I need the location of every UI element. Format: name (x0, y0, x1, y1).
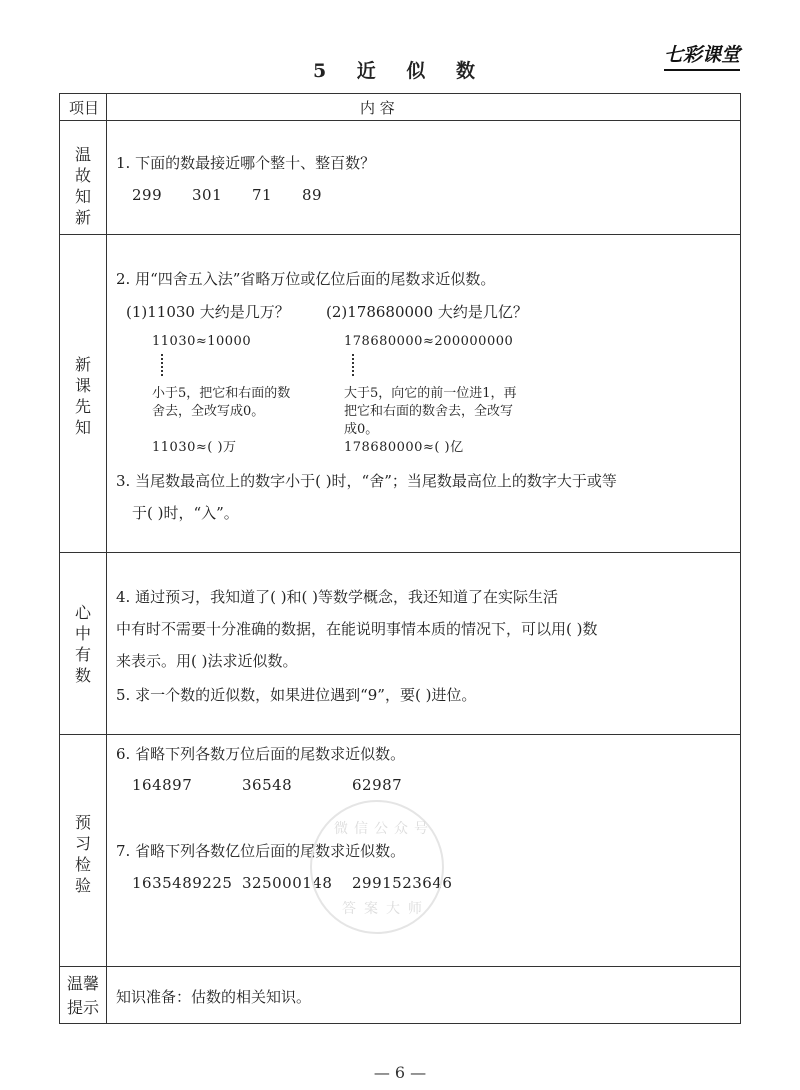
question-3-line-1: 3. 当尾数最高位上的数字小于( )时，“舍”；当尾数最高位上的数字大于或等 (116, 472, 617, 490)
right-equation: 178680000≈200000000 (344, 334, 514, 349)
left-answer: 11030≈( )万 (152, 440, 237, 455)
right-answer: 178680000≈( )亿 (344, 440, 464, 455)
watermark-stamp: 微信公众号 答案大师 (310, 800, 444, 934)
dotted-pointer (161, 354, 163, 376)
section-label-check: 预 习 检 验 (74, 813, 91, 895)
left-note: 小于5，把它和右面的数 (152, 386, 291, 401)
question-5: 5. 求一个数的近似数，如果进位遇到“9”，要( )进位。 (116, 686, 477, 704)
number-item: 62987 (352, 776, 403, 794)
question-3-line-2: 于( )时，“入”。 (132, 504, 239, 522)
number-item: 325000148 (242, 874, 333, 892)
right-note: 大于5，向它的前一位进1，再 (344, 386, 517, 401)
question-2-part-1: (1)11030 大约是几万？ (126, 303, 290, 321)
right-note: 成0。 (344, 422, 379, 437)
question-1: 1. 下面的数最接近哪个整十、整百数？ (116, 154, 376, 172)
header-item: 项目 (68, 99, 99, 117)
section-label-tip: 温馨 提示 (66, 974, 99, 1017)
question-4-line-3: 来表示。用( )法求近似数。 (116, 652, 298, 670)
row-divider-3 (60, 734, 740, 735)
question-2-part-2: (2)178680000 大约是几亿？ (326, 303, 528, 321)
row-divider-header (60, 120, 740, 121)
left-note: 舍去，全改写成0。 (152, 404, 265, 419)
tip-text: 知识准备：估数的相关知识。 (116, 988, 312, 1006)
question-4-line-2: 中有时不需要十分准确的数据，在能说明事情本质的情况下，可以用( )数 (116, 620, 598, 638)
number-item: 89 (302, 186, 323, 204)
left-equation: 11030≈10000 (152, 334, 252, 349)
number-item: 1635489225 (132, 874, 233, 892)
brand-logo: 七彩课堂 (664, 40, 740, 71)
number-item: 71 (252, 186, 273, 204)
row-divider-2 (60, 552, 740, 553)
page-title: 5 近 似 数 (312, 60, 488, 82)
question-2: 2. 用“四舍五入法”省略万位或亿位后面的尾数求近似数。 (116, 270, 496, 288)
right-note: 把它和右面的数舍去，全改写 (344, 404, 514, 419)
dotted-pointer (352, 354, 354, 376)
number-item: 299 (132, 186, 163, 204)
number-item: 301 (192, 186, 223, 204)
question-6: 6. 省略下列各数万位后面的尾数求近似数。 (116, 745, 406, 763)
number-item: 164897 (132, 776, 193, 794)
row-divider-4 (60, 966, 740, 967)
question-7: 7. 省略下列各数亿位后面的尾数求近似数。 (116, 842, 406, 860)
row-divider-1 (60, 234, 740, 235)
page-number: — 6 — (373, 1063, 427, 1082)
number-item: 36548 (242, 776, 293, 794)
header-content: 内 容 (360, 99, 395, 117)
section-label-new-lesson: 新 课 先 知 (74, 355, 91, 437)
number-item: 2991523646 (352, 874, 453, 892)
section-label-summary: 心 中 有 数 (74, 603, 91, 685)
section-label-review: 温 故 知 新 (74, 145, 91, 227)
question-4-line-1: 4. 通过预习，我知道了( )和( )等数学概念，我还知道了在实际生活 (116, 588, 559, 606)
